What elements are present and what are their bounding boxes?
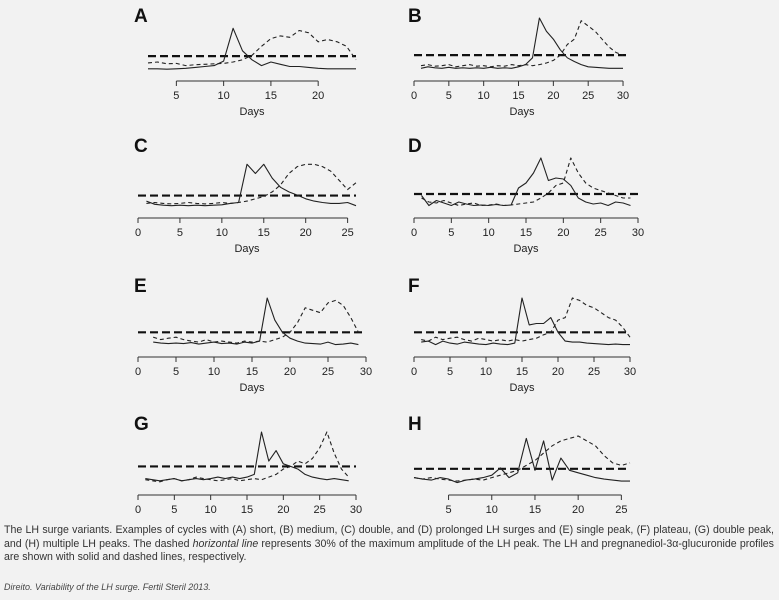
x-tick-label: 5 — [446, 366, 454, 378]
x-tick-label: 10 — [204, 504, 217, 516]
pdg-series-line — [153, 300, 358, 343]
lh-series-line — [422, 158, 631, 206]
panel-g — [134, 414, 362, 520]
x-tick-label: 25 — [615, 504, 628, 516]
x-tick-label: 15 — [519, 227, 533, 239]
x-tick-label: 5 — [172, 366, 180, 378]
x-tick-label: 20 — [551, 366, 565, 378]
x-axis-label: Days — [239, 106, 265, 118]
x-tick-label: 5 — [445, 90, 452, 102]
x-tick-label: 30 — [616, 90, 630, 102]
panel-label: C — [134, 136, 148, 157]
x-tick-label: 5 — [445, 504, 452, 516]
lh-series-line — [153, 298, 358, 345]
x-tick-label: 5 — [176, 227, 183, 239]
pdg-series-line — [145, 432, 348, 482]
x-tick-label: 25 — [587, 366, 601, 378]
x-tick-label: 20 — [547, 90, 560, 102]
pdg-series-line — [422, 158, 631, 206]
x-tick-label: 10 — [207, 366, 221, 378]
panel-label: G — [134, 414, 149, 435]
x-tick-label: 5 — [173, 90, 180, 102]
pdg-series-line — [421, 298, 630, 341]
panel-label: F — [408, 276, 420, 297]
x-tick-label: 0 — [134, 504, 142, 516]
x-tick-label: 30 — [359, 366, 373, 378]
panel-f — [408, 276, 636, 394]
x-tick-label: 20 — [299, 227, 312, 239]
x-tick-label: 10 — [217, 90, 230, 102]
x-axis-label: Days — [234, 243, 260, 255]
panel-a — [134, 6, 356, 118]
x-tick-label: 25 — [313, 504, 326, 516]
x-tick-label: 0 — [134, 366, 142, 378]
panel-c — [134, 136, 356, 255]
x-tick-label: 25 — [321, 366, 335, 378]
lh-series-line — [421, 18, 623, 68]
figure-caption — [4, 524, 774, 565]
panel-label: E — [134, 276, 147, 297]
x-tick-label: 0 — [410, 90, 418, 102]
lh-series-line — [414, 438, 630, 482]
panel-e — [134, 276, 372, 394]
x-tick-label: 25 — [341, 227, 354, 239]
x-tick-label: 15 — [257, 227, 270, 239]
x-tick-label: 0 — [410, 227, 418, 239]
x-axis-label: Days — [513, 243, 539, 255]
x-tick-label: 15 — [512, 90, 525, 102]
figure-source: Direito. Variability of the LH surge. Fertil Steril 2013. — [4, 582, 211, 592]
panel-h — [408, 414, 630, 520]
x-tick-label: 20 — [572, 504, 585, 516]
x-tick-label: 5 — [448, 227, 455, 239]
x-tick-label: 30 — [623, 366, 637, 378]
x-tick-label: 10 — [215, 227, 228, 239]
x-tick-label: 15 — [528, 504, 542, 516]
x-tick-label: 0 — [134, 227, 142, 239]
x-tick-label: 20 — [283, 366, 297, 378]
x-tick-label: 15 — [515, 366, 529, 378]
caption-text-2: represents 30% of the maximum amplitude of the LH peak. The LH and pregnanediol-3α-glucuronide profiles are shown with solid and dashed lines, respectively. — [4, 537, 774, 564]
x-tick-label: 5 — [171, 504, 178, 516]
x-tick-label: 30 — [349, 504, 363, 516]
panel-label: B — [408, 6, 422, 27]
lh-series-line — [148, 28, 356, 69]
x-tick-label: 25 — [594, 227, 607, 239]
pdg-series-line — [146, 164, 356, 204]
lh-series-line — [421, 298, 630, 345]
x-tick-label: 15 — [245, 366, 259, 378]
x-tick-label: 10 — [477, 90, 490, 102]
caption-italic: horizontal line — [192, 537, 259, 550]
x-tick-label: 20 — [557, 227, 570, 239]
x-axis-label: Days — [509, 382, 535, 394]
lh-series-line — [145, 432, 348, 481]
x-tick-label: 10 — [482, 227, 495, 239]
x-tick-label: 10 — [479, 366, 493, 378]
x-axis-label: Days — [509, 106, 535, 118]
caption-text-1: The LH surge variants. Examples of cycles with (A) short, (B) medium, (C) double, and (D) prolonged LH surges and (E) single peak, (F) plateau, (G) double peak, and (H) multiple LH peaks. The dashed — [4, 524, 774, 550]
x-axis-label: Days — [239, 382, 265, 394]
pdg-series-line — [414, 436, 630, 481]
x-tick-label: 10 — [485, 504, 498, 516]
x-tick-label: 15 — [264, 90, 278, 102]
panel-d — [408, 136, 644, 255]
x-tick-label: 20 — [277, 504, 290, 516]
x-tick-label: 30 — [631, 227, 645, 239]
x-tick-label: 25 — [582, 90, 595, 102]
x-tick-label: 15 — [240, 504, 254, 516]
pdg-series-line — [421, 21, 623, 67]
x-tick-label: 20 — [312, 90, 325, 102]
panel-label: H — [408, 414, 422, 435]
panel-label: A — [134, 6, 148, 27]
x-tick-label: 0 — [410, 366, 418, 378]
panel-b — [408, 6, 630, 118]
panel-label: D — [408, 136, 422, 157]
